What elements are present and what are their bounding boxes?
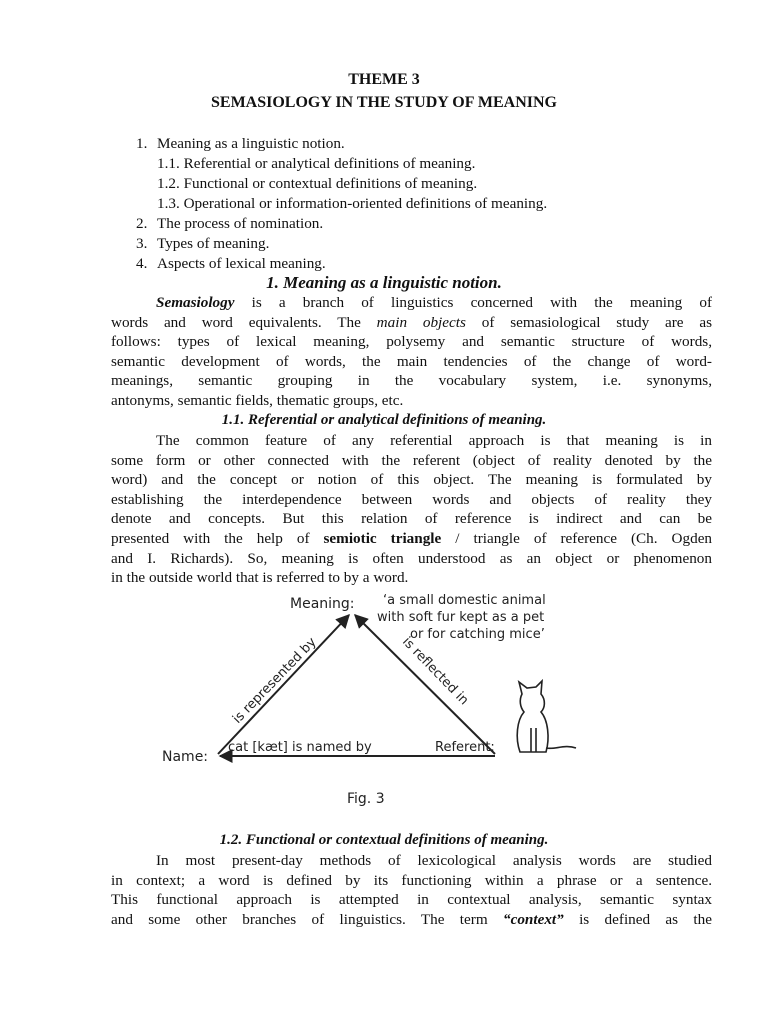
right-edge-label: is reflected in bbox=[399, 634, 472, 709]
meaning-definition-line: ‘a small domestic animal bbox=[383, 593, 546, 608]
table-of-contents bbox=[136, 134, 696, 274]
term-semiotic-triangle: semiotic triangle bbox=[323, 529, 442, 547]
term-context: “context” bbox=[502, 910, 564, 928]
toc-item: 2. The process of nomination. bbox=[136, 215, 324, 232]
cat-silhouette-icon bbox=[517, 681, 576, 752]
bottom-edge-label: cat [kæt] is named by bbox=[228, 740, 372, 755]
meaning-definition-line: with soft fur kept as a pet bbox=[377, 610, 545, 625]
toc-item: 1.3. Operational or information-oriented definitions of meaning. bbox=[157, 195, 548, 212]
toc-item: 1.1. Referential or analytical definitions of meaning. bbox=[157, 155, 476, 172]
meaning-definition-line: or for catching mice’ bbox=[410, 627, 545, 642]
section-heading: 1. Meaning as a linguistic notion. bbox=[266, 273, 502, 292]
paragraph-functional: In most present-day methods of lexicological analysis words are studied in context; a word is defined by its functioning within a phrase or a sentence. This functional approach is attempted in contextual analysis, semantic syntax and some other branches of linguistics. The term “context” is defined as the bbox=[111, 852, 712, 928]
toc-item: 3. Types of meaning. bbox=[136, 235, 270, 252]
left-edge-arrow bbox=[218, 615, 349, 754]
name-label: Name: bbox=[162, 749, 209, 765]
paragraph-semasiology: Semasiology is a branch of linguistics concerned with the meaning of words and word equivalents. The main objects of semasiological study are as follows: types of lexical meaning, polysemy and semantic structure of words, semantic development of words, the main tendencies of the change of word- meanings, semantic grouping in the vocabulary system, i.e. synonyms, antonyms, semantic fields, thematic groups, etc. bbox=[111, 294, 712, 409]
toc-item: 1.2. Functional or contextual definitions of meaning. bbox=[157, 175, 478, 192]
subsection-heading: 1.1. Referential or analytical definitions of meaning. bbox=[221, 412, 547, 428]
paragraph-referential: The common feature of any referential approach is that meaning is in some form or other connected with the referent (object of reality denoted by the word) and the concept or notion of this object. The meaning is formulated by establishing the interdependence between words and objects of reality they denote and concepts. But this relation of reference is indirect and can be presented with the help of semiotic triangle / triangle of reference (Ch. Ogden and I. Richards). So, meaning is often understood as an object or phenomenon in the outside world that is referred to by a word. bbox=[111, 432, 712, 587]
toc-item: 1. Meaning as a linguistic notion. bbox=[136, 135, 345, 152]
toc-item: 4. Aspects of lexical meaning. bbox=[136, 255, 326, 272]
referent-label: Referent: bbox=[435, 740, 495, 755]
meaning-label: Meaning: bbox=[290, 596, 355, 612]
theme-number: THEME 3 bbox=[348, 71, 420, 88]
term-semasiology: Semasiology bbox=[156, 294, 235, 311]
figure-caption: Fig. 3 bbox=[347, 791, 385, 807]
page-title: SEMASIOLOGY IN THE STUDY OF MEANING bbox=[211, 94, 557, 111]
emphasis-main-objects: main objects bbox=[376, 313, 466, 331]
semiotic-triangle-figure bbox=[150, 588, 600, 818]
left-edge-label: is represented by bbox=[230, 634, 320, 727]
subsection-heading: 1.2. Functional or contextual definitions of meaning. bbox=[219, 832, 549, 848]
